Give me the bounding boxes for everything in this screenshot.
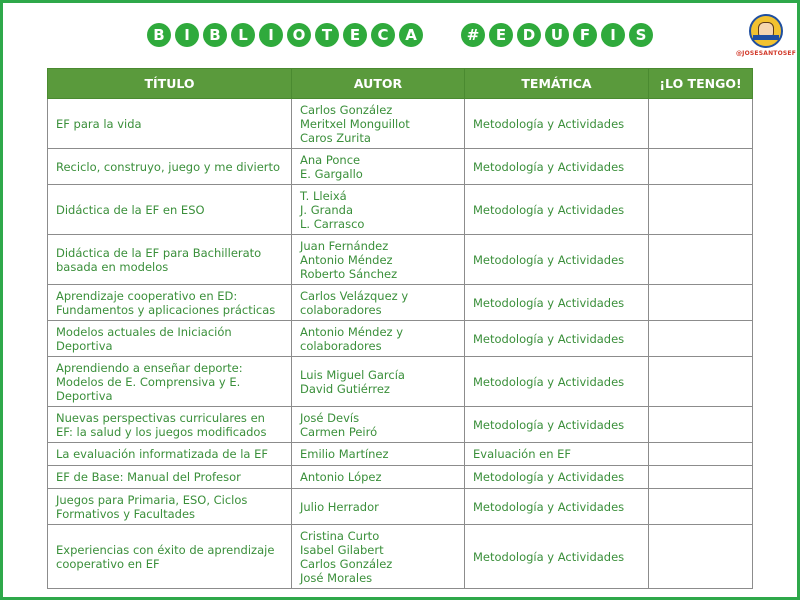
- table-header-row: [48, 69, 753, 99]
- book-title-cell: La evaluación informatizada de la EF: [48, 443, 292, 466]
- book-theme-cell: Metodología y Actividades: [465, 321, 649, 357]
- column-header-theme: TEMÁTICA: [465, 69, 649, 99]
- author-name: José Devís: [300, 410, 360, 425]
- title-letter: O: [287, 23, 311, 47]
- owned-cell[interactable]: [649, 185, 753, 235]
- book-author-cell: [292, 489, 465, 525]
- author-name: Julio Herrador: [300, 499, 379, 514]
- logo: [735, 14, 797, 66]
- table-row: [48, 357, 753, 407]
- book-author-cell: [292, 357, 465, 407]
- table-row: [48, 443, 753, 466]
- author-name: Isabel Gilabert: [300, 542, 384, 557]
- book-theme-cell: Metodología y Actividades: [465, 407, 649, 443]
- title-letter: E: [343, 23, 367, 47]
- title-letter: I: [601, 23, 625, 47]
- author-name: Antonio Méndez: [300, 252, 393, 267]
- table-row: [48, 466, 753, 489]
- book-author-cell: [292, 185, 465, 235]
- column-header-author: AUTOR: [292, 69, 465, 99]
- book-author-cell: [292, 235, 465, 285]
- author-name: Emilio Martínez: [300, 447, 389, 461]
- book-author-cell: [292, 99, 465, 149]
- logo-badge-icon: [749, 14, 783, 48]
- book-title-cell: Modelos actuales de Iniciación Deportiva: [48, 321, 292, 357]
- author-name: Carlos González: [300, 102, 393, 117]
- title-letter: C: [371, 23, 395, 47]
- author-name: Carlos González: [300, 556, 393, 571]
- book-author-cell: [292, 525, 465, 589]
- book-theme-cell: Metodología y Actividades: [465, 285, 649, 321]
- logo-band: [753, 35, 779, 40]
- book-theme-cell: Metodología y Actividades: [465, 185, 649, 235]
- author-name: Meritxel Monguillot: [300, 116, 410, 131]
- title-letter: I: [259, 23, 283, 47]
- table-row: [48, 285, 753, 321]
- book-author-cell: [292, 407, 465, 443]
- column-header-owned: ¡LO TENGO!: [649, 69, 753, 99]
- title-letter: U: [545, 23, 569, 47]
- author-name: Luis Miguel García: [300, 367, 405, 382]
- title-letter: B: [147, 23, 171, 47]
- title-letter: S: [629, 23, 653, 47]
- book-theme-cell: Metodología y Actividades: [465, 466, 649, 489]
- book-theme-cell: Metodología y Actividades: [465, 525, 649, 589]
- title-letters: [145, 23, 655, 47]
- book-title-cell: Nuevas perspectivas curriculares en EF: la salud y los juegos modificados: [48, 407, 292, 443]
- book-title-cell: Aprendizaje cooperativo en ED: Fundamentos y aplicaciones prácticas: [48, 285, 292, 321]
- author-name: Cristina Curto: [300, 528, 380, 543]
- books-table: [47, 68, 753, 589]
- book-author-cell: [292, 149, 465, 185]
- table-row: [48, 525, 753, 589]
- table-row: [48, 321, 753, 357]
- author-name: Juan Fernández: [300, 238, 389, 253]
- owned-cell[interactable]: [649, 525, 753, 589]
- author-name: L. Carrasco: [300, 216, 365, 231]
- title-letter: F: [573, 23, 597, 47]
- author-name: Caros Zurita: [300, 130, 371, 145]
- owned-cell[interactable]: [649, 321, 753, 357]
- author-name: Carmen Peiró: [300, 424, 378, 439]
- book-title-cell: Didáctica de la EF para Bachillerato basada en modelos: [48, 235, 292, 285]
- book-title-cell: Didáctica de la EF en ESO: [48, 185, 292, 235]
- book-author-cell: [292, 466, 465, 489]
- owned-cell[interactable]: [649, 357, 753, 407]
- book-theme-cell: Metodología y Actividades: [465, 99, 649, 149]
- author-name: T. Lleixá: [300, 188, 347, 203]
- owned-cell[interactable]: [649, 235, 753, 285]
- table-row: [48, 99, 753, 149]
- author-name: Ana Ponce: [300, 152, 361, 167]
- table-row: [48, 235, 753, 285]
- logo-handle: @JOSESANTOSEF: [735, 50, 797, 57]
- book-title-cell: Aprendiendo a enseñar deporte: Modelos de E. Comprensiva y E. Deportiva: [48, 357, 292, 407]
- table-row: [48, 149, 753, 185]
- book-title-cell: Reciclo, construyo, juego y me divierto: [48, 149, 292, 185]
- author-name: J. Granda: [300, 202, 354, 217]
- owned-cell[interactable]: [649, 149, 753, 185]
- book-theme-cell: Evaluación en EF: [465, 443, 649, 466]
- author-name: Antonio Méndez y colaboradores: [300, 324, 404, 353]
- column-header-title: TÍTULO: [48, 69, 292, 99]
- author-name: José Morales: [300, 570, 373, 585]
- book-theme-cell: Metodología y Actividades: [465, 489, 649, 525]
- book-title-cell: EF para la vida: [48, 99, 292, 149]
- page-title: [0, 20, 800, 50]
- title-letter: D: [517, 23, 541, 47]
- table-row: [48, 407, 753, 443]
- owned-cell[interactable]: [649, 99, 753, 149]
- title-letter: T: [315, 23, 339, 47]
- owned-cell[interactable]: [649, 489, 753, 525]
- owned-cell[interactable]: [649, 285, 753, 321]
- title-letter: B: [203, 23, 227, 47]
- title-letter: I: [175, 23, 199, 47]
- title-letter: #: [461, 23, 485, 47]
- author-name: David Gutiérrez: [300, 381, 390, 396]
- book-theme-cell: Metodología y Actividades: [465, 235, 649, 285]
- book-title-cell: Juegos para Primaria, ESO, Ciclos Formativos y Facultades: [48, 489, 292, 525]
- book-title-cell: EF de Base: Manual del Profesor: [48, 466, 292, 489]
- book-author-cell: [292, 321, 465, 357]
- author-name: Carlos Velázquez y colaboradores: [300, 288, 409, 317]
- book-title-cell: Experiencias con éxito de aprendizaje cooperativo en EF: [48, 525, 292, 589]
- table-row: [48, 185, 753, 235]
- book-author-cell: [292, 285, 465, 321]
- book-theme-cell: Metodología y Actividades: [465, 357, 649, 407]
- owned-cell[interactable]: [649, 466, 753, 489]
- owned-cell[interactable]: [649, 443, 753, 466]
- title-letter: L: [231, 23, 255, 47]
- book-author-cell: [292, 443, 465, 466]
- title-letter: A: [399, 23, 423, 47]
- author-name: E. Gargallo: [300, 166, 363, 181]
- table-row: [48, 489, 753, 525]
- author-name: Roberto Sánchez: [300, 266, 398, 281]
- owned-cell[interactable]: [649, 407, 753, 443]
- title-letter: E: [489, 23, 513, 47]
- book-theme-cell: Metodología y Actividades: [465, 149, 649, 185]
- author-name: Antonio López: [300, 470, 382, 484]
